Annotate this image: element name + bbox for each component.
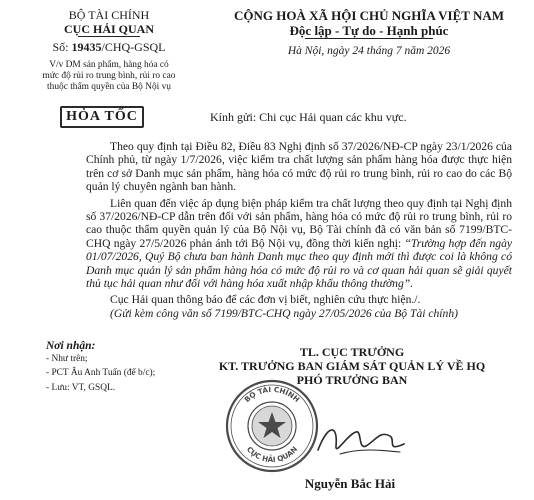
recipient-item: - PCT Âu Anh Tuấn (để b/c); [46,368,156,379]
subject-line: mức độ rủi ro trung bình, rủi ro cao [42,70,176,81]
paragraph-2-text: Liên quan đến việc áp dụng biện pháp kiểm tra chất lượng theo quy định tại Nghị định số 37/2026/NĐ-CP dẫn trên đối với sản phẩm, hàng hóa có mức độ rủi ro trung bình, rủi ro cao thuộc thẩm quyền quản lý của Bộ Nội vụ, Bộ Tài chính đã có văn bản số 7199/BTC-CHQ ngày 27/5/2026 phản ánh tới Bộ Nội vụ, đồng thời kiến nghị: [86,196,512,250]
number-suffix: /CHQ-GSQL [101,40,166,54]
recipients-title: Nơi nhận: [46,340,96,352]
country-name: CỘNG HOÀ XÃ HỘI CHỦ NGHĨA VIỆT NAM [233,8,505,23]
signature-title-3: PHÓ TRƯỞNG BAN [296,373,408,387]
document-subject [34,60,184,92]
number-value: 19435 [71,40,102,54]
paragraph-2 [86,197,512,291]
signer-name: Nguyễn Bắc Hải [304,476,396,491]
number-label: Số: [52,40,69,54]
recipient-line: Kính gửi: Chi cục Hải quan các khu vực. [210,110,407,124]
paragraph-4: (Gửi kèm công văn số 7199/BTC-CHQ ngày 27/05/2026 của Bộ Tài chính) [110,306,458,320]
document-date: Hà Nội, ngày 24 tháng 7 năm 2026 [287,45,451,57]
recipient-item: - Lưu: VT, GSQL. [46,383,116,394]
seal-text-top: BỘ TÀI CHÍNH [242,385,302,405]
department-name: CỤC HẢI QUAN [64,22,154,36]
paragraph-3: Cục Hải quan thông báo để các đơn vị biết, nghiên cứu thực hiện./. [110,293,421,307]
signature-title-1: TL. CỤC TRƯỞNG [299,345,405,359]
recipients-block [46,340,196,394]
document-number [34,40,184,54]
document-body [86,140,512,320]
signature-title-2: KT. TRƯỞNG BAN GIÁM SÁT QUẢN LÝ VỀ HQ [218,359,486,373]
seal-text-bottom: CỤC HẢI QUAN [244,444,300,465]
ministry-name: BỘ TÀI CHÍNH [68,8,150,22]
urgent-stamp-text: HỎA TỐC [66,109,138,124]
paragraph-1: Theo quy định tại Điều 82, Điều 83 Nghị định số 37/2026/NĐ-CP ngày 23/1/2026 của Chính phủ, từ ngày 1/7/2026, việc kiểm tra chất lượng sản phẩm hàng hóa được thực hiện trên cơ sở Danh mục sản phẩm, hàng hóa có mức độ rủi ro trung bình, rủi ro cao do các Bộ quản lý chuyên ngành ban hành. [86,140,512,194]
handwritten-signature [300,416,420,466]
subject-line: V/v DM sản phẩm, hàng hóa có [49,60,169,70]
national-motto: Độc lập - Tự do - Hạnh phúc [289,23,449,38]
subject-line: thuộc thẩm quyền của Bộ Nội vụ [47,81,171,92]
header-left [34,8,184,92]
urgent-stamp [60,106,144,128]
motto-underline [305,38,433,39]
header-left-underline [78,36,140,37]
recipient-item: - Như trên; [46,353,88,364]
paragraph-2-quote: “Trường hợp đến ngày 01/07/2026, Quý Bộ chưa ban hành Danh mục theo quy định mới thì được coi là không có Danh mục quản lý sản phẩm hàng hóa có mức độ rủi ro và cơ quan hải quan sẽ giải quyết thủ tục hải quan như đối với hàng hóa xuất nhập khẩu thông thường”. [86,236,513,291]
header-right [214,8,524,59]
